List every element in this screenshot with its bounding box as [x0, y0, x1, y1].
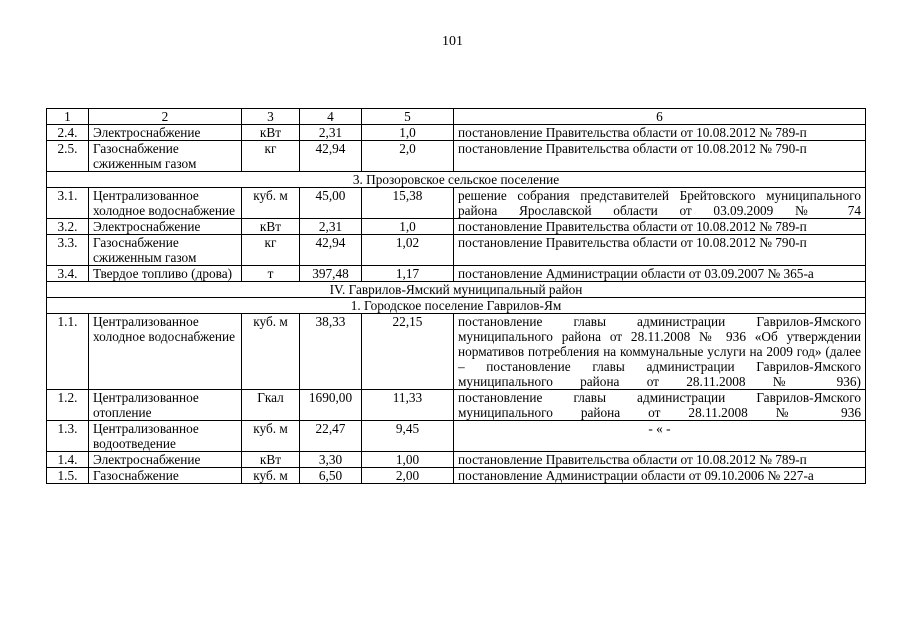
table-row	[47, 188, 866, 219]
coefficient-value: 9,45	[362, 421, 454, 452]
norm-value: 38,33	[300, 314, 362, 390]
section-header-row	[47, 282, 866, 298]
column-number: 1	[47, 109, 89, 125]
unit-of-measure: кг	[242, 235, 300, 266]
service-name: Газоснабжение сжиженным газом	[89, 235, 242, 266]
legal-document: постановление главы администрации Гаврилов-Ямского муниципального района от 28.11.2008 № 936	[454, 390, 866, 421]
norm-value: 2,31	[300, 125, 362, 141]
legal-document: постановление главы администрации Гаврилов-Ямского муниципального района от 28.11.2008 № 936 «Об утверждении нормативов потребления на коммунальные услуги на 2009 год» (далее – постановление главы администрации Гаврилов-Ямского муниципального района от 28.11.2008 № 936)	[454, 314, 866, 390]
column-number: 3	[242, 109, 300, 125]
service-name: Централизованное отопление	[89, 390, 242, 421]
table-row	[47, 125, 866, 141]
norm-value: 3,30	[300, 452, 362, 468]
row-number: 1.5.	[47, 468, 89, 484]
table-row	[47, 452, 866, 468]
row-number: 1.1.	[47, 314, 89, 390]
coefficient-value: 11,33	[362, 390, 454, 421]
norm-value: 2,31	[300, 219, 362, 235]
service-name: Твердое топливо (дрова)	[89, 266, 242, 282]
service-name: Централизованное холодное водоснабжение	[89, 188, 242, 219]
norm-value: 45,00	[300, 188, 362, 219]
row-number: 3.3.	[47, 235, 89, 266]
section-title: 1. Городское поселение Гаврилов-Ям	[47, 298, 866, 314]
table-row	[47, 219, 866, 235]
service-name: Централизованное водоотведение	[89, 421, 242, 452]
legal-document: постановление Правительства области от 10.08.2012 № 789-п	[454, 452, 866, 468]
section-title: 3. Прозоровское сельское поселение	[47, 172, 866, 188]
column-number-row	[47, 109, 866, 125]
unit-of-measure: т	[242, 266, 300, 282]
unit-of-measure: куб. м	[242, 421, 300, 452]
service-name: Электроснабжение	[89, 219, 242, 235]
row-number: 3.1.	[47, 188, 89, 219]
legal-document: постановление Правительства области от 10.08.2012 № 789-п	[454, 125, 866, 141]
legal-document: постановление Правительства области от 10.08.2012 № 789-п	[454, 219, 866, 235]
column-number: 5	[362, 109, 454, 125]
coefficient-value: 1,00	[362, 452, 454, 468]
table-row	[47, 421, 866, 452]
row-number: 1.2.	[47, 390, 89, 421]
unit-of-measure: Гкал	[242, 390, 300, 421]
table-row	[47, 314, 866, 390]
norm-value: 6,50	[300, 468, 362, 484]
table-row	[47, 468, 866, 484]
coefficient-value: 1,0	[362, 219, 454, 235]
coefficient-value: 1,02	[362, 235, 454, 266]
section-title: IV. Гаврилов-Ямский муниципальный район	[47, 282, 866, 298]
coefficient-value: 2,0	[362, 141, 454, 172]
table-row	[47, 390, 866, 421]
service-name: Газоснабжение сжиженным газом	[89, 141, 242, 172]
coefficient-value: 1,0	[362, 125, 454, 141]
unit-of-measure: кВт	[242, 219, 300, 235]
unit-of-measure: куб. м	[242, 188, 300, 219]
section-header-row	[47, 172, 866, 188]
unit-of-measure: куб. м	[242, 314, 300, 390]
row-number: 3.4.	[47, 266, 89, 282]
service-name: Газоснабжение	[89, 468, 242, 484]
service-name: Электроснабжение	[89, 125, 242, 141]
column-number: 4	[300, 109, 362, 125]
legal-document: постановление Администрации области от 03.09.2007 № 365-а	[454, 266, 866, 282]
section-header-row	[47, 298, 866, 314]
coefficient-value: 1,17	[362, 266, 454, 282]
legal-document: решение собрания представителей Брейтовского муниципального района Ярославской области от 03.09.2009 № 74	[454, 188, 866, 219]
coefficient-value: 22,15	[362, 314, 454, 390]
legal-document: постановление Правительства области от 10.08.2012 № 790-п	[454, 235, 866, 266]
unit-of-measure: кВт	[242, 452, 300, 468]
row-number: 2.5.	[47, 141, 89, 172]
table-row	[47, 266, 866, 282]
norm-value: 42,94	[300, 235, 362, 266]
row-number: 2.4.	[47, 125, 89, 141]
norm-value: 22,47	[300, 421, 362, 452]
page-number: 101	[442, 34, 463, 49]
legal-document: постановление Администрации области от 09.10.2006 № 227-а	[454, 468, 866, 484]
unit-of-measure: кг	[242, 141, 300, 172]
service-name: Централизованное холодное водоснабжение	[89, 314, 242, 390]
column-number: 2	[89, 109, 242, 125]
row-number: 1.4.	[47, 452, 89, 468]
row-number: 3.2.	[47, 219, 89, 235]
norm-value: 397,48	[300, 266, 362, 282]
service-name: Электроснабжение	[89, 452, 242, 468]
tariff-table	[46, 108, 866, 484]
norm-value: 42,94	[300, 141, 362, 172]
legal-document: постановление Правительства области от 10.08.2012 № 790-п	[454, 141, 866, 172]
row-number: 1.3.	[47, 421, 89, 452]
table-row	[47, 235, 866, 266]
legal-document: - « -	[454, 421, 866, 452]
unit-of-measure: кВт	[242, 125, 300, 141]
coefficient-value: 15,38	[362, 188, 454, 219]
column-number: 6	[454, 109, 866, 125]
table-row	[47, 141, 866, 172]
coefficient-value: 2,00	[362, 468, 454, 484]
norm-value: 1690,00	[300, 390, 362, 421]
unit-of-measure: куб. м	[242, 468, 300, 484]
